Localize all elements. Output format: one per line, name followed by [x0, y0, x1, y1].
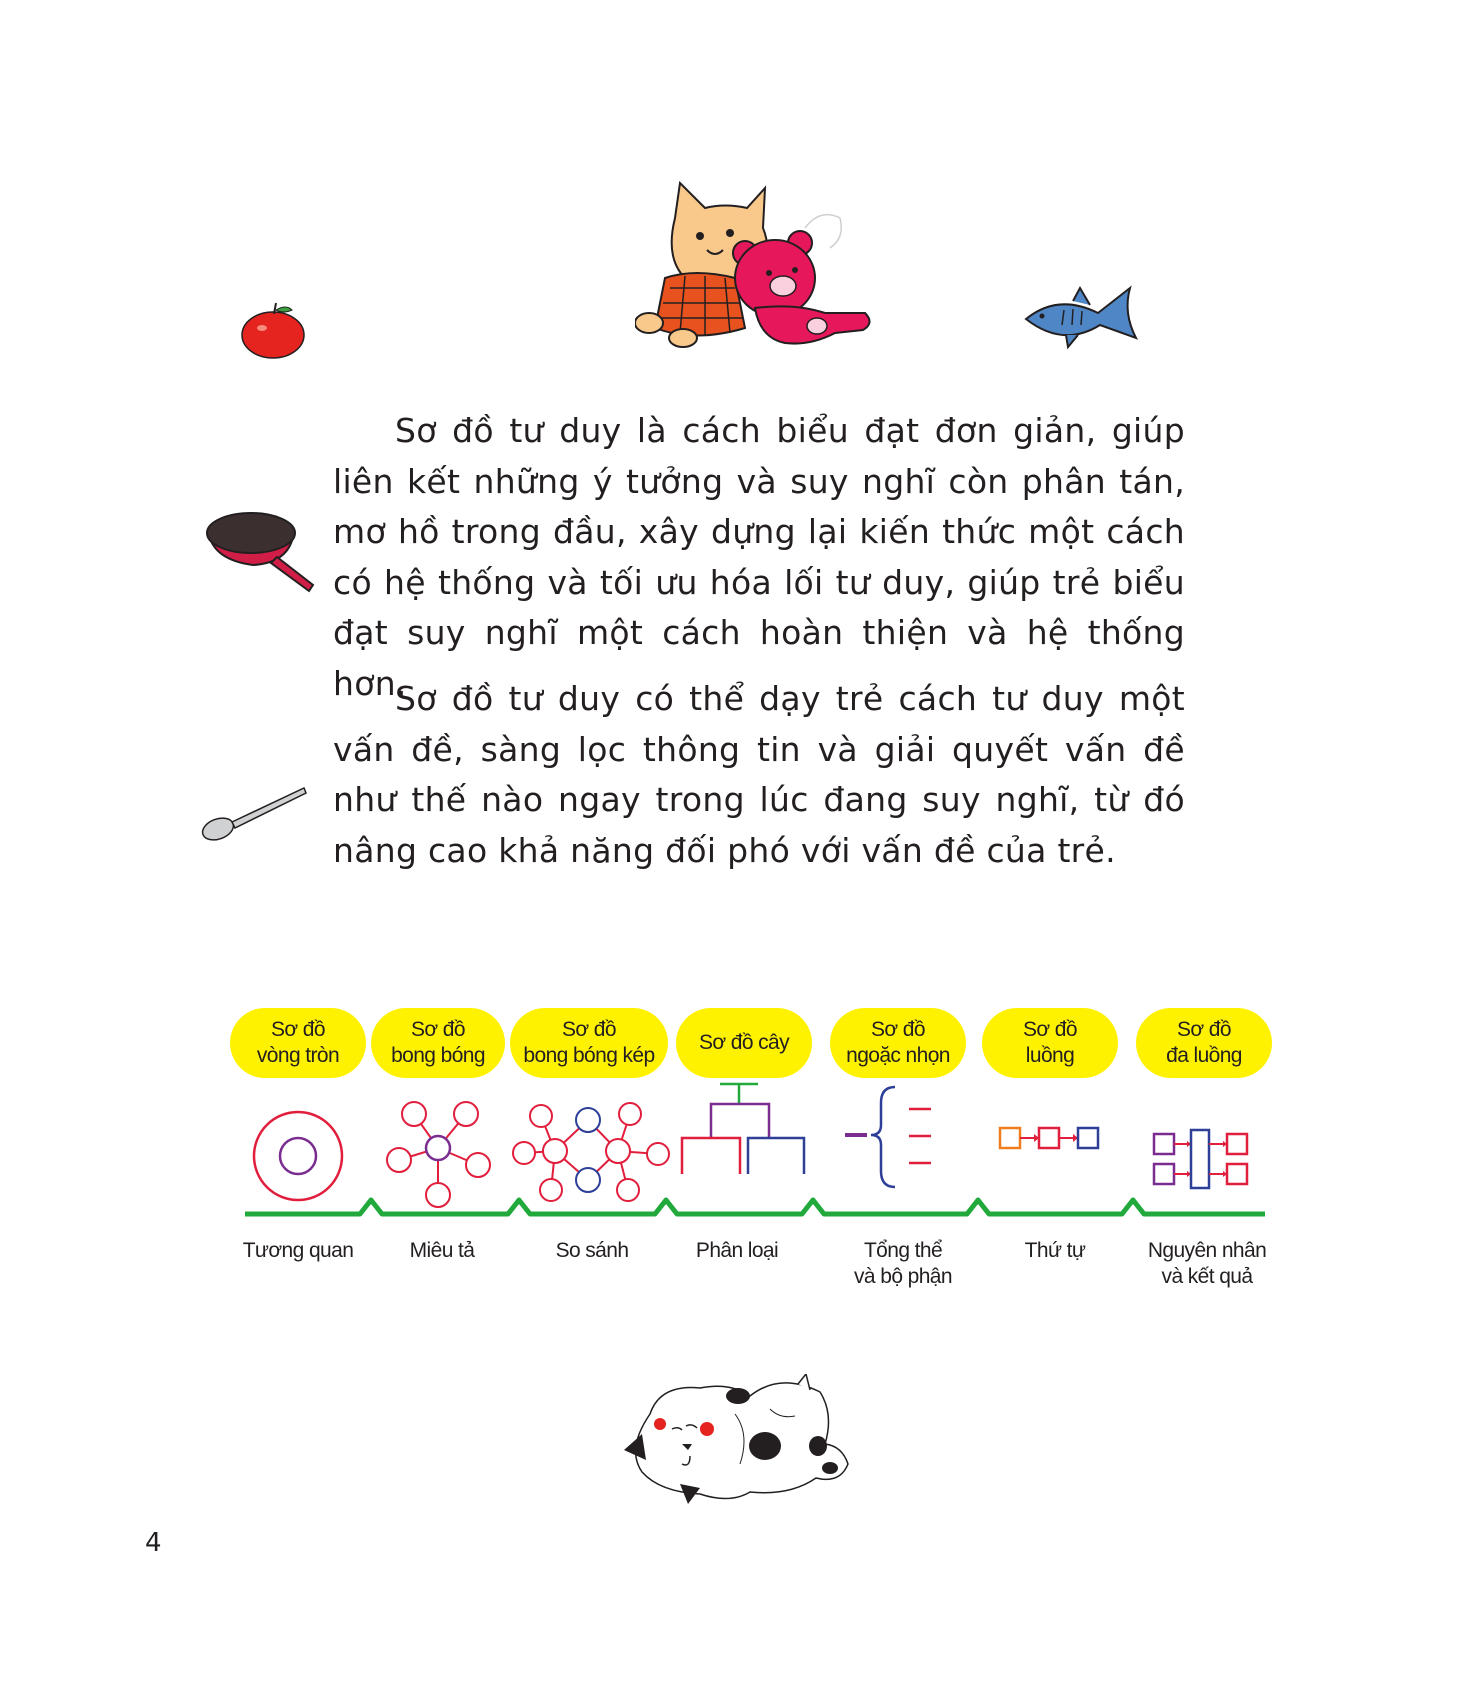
frying-pan-illustration [205, 505, 320, 595]
timeline-line [245, 1194, 1270, 1218]
category-label-line: Thứ tự [1024, 1239, 1086, 1262]
category-label-line: Nguyên nhân [1147, 1239, 1267, 1262]
map-type-pill [830, 1008, 966, 1078]
map-type-name-line: Sơ đồ [1177, 1018, 1231, 1041]
map-type-pill [510, 1008, 668, 1078]
map-type-name-line: bong bóng kép [523, 1044, 655, 1067]
category-label [823, 1238, 983, 1290]
page-number: 4 [145, 1528, 162, 1558]
category-label [657, 1238, 817, 1264]
category-label [218, 1238, 378, 1264]
map-type-name-line: bong bóng [391, 1044, 485, 1067]
apple-illustration [238, 300, 308, 360]
sleeping-cat-illustration [620, 1374, 855, 1509]
multi-flow-map-icon [1152, 1128, 1252, 1190]
map-type-pill [676, 1008, 812, 1078]
category-label-line: Miêu tả [409, 1239, 475, 1262]
map-type-name-line: đa luồng [1166, 1044, 1242, 1067]
intro-paragraph: Sơ đồ tư duy là cách biểu đạt đơn giản, giúp liên kết những ý tưởng và suy nghĩ còn phân tán, mơ hồ trong đầu, xây dựng lại kiến thức một cách có hệ thống và tối ưu hóa lối tư duy, giúp trẻ biểu đạt suy nghĩ một cách hoàn thiện và hệ thống hơn. [333, 411, 1185, 703]
map-type-pill [230, 1008, 366, 1078]
category-label [512, 1238, 672, 1264]
circle-map-icon [250, 1108, 346, 1204]
fish-illustration [1018, 283, 1148, 355]
category-label-line: So sánh [555, 1239, 629, 1262]
category-label-line: và kết quả [1161, 1265, 1253, 1288]
map-type-name-line: Sơ đồ [271, 1018, 325, 1041]
category-label-line: Phân loại [695, 1239, 779, 1262]
spoon-illustration [200, 784, 310, 844]
map-type-name-line: Sơ đồ [411, 1018, 465, 1041]
map-type-name-line: ngoặc nhọn [846, 1044, 950, 1067]
category-label-line: Tổng thể [863, 1239, 943, 1262]
brace-map-icon [845, 1083, 935, 1193]
tree-map-icon [678, 1080, 808, 1180]
map-type-pill [1136, 1008, 1272, 1078]
category-label-line: Tương quan [242, 1239, 354, 1262]
map-type-name-line: vòng tròn [256, 1044, 340, 1067]
map-type-name-line: Sơ đồ [562, 1018, 616, 1041]
category-label-line: và bộ phận [854, 1265, 952, 1288]
double-bubble-map-icon [510, 1098, 675, 1208]
benefit-paragraph: Sơ đồ tư duy có thể dạy trẻ cách tư duy một vấn đề, sàng lọc thông tin và giải quyết vấn đề như thế nào ngay trong lúc đang suy nghĩ, từ đó nâng cao khả năng đối phó với vấn đề của trẻ. [333, 679, 1185, 870]
map-type-pill [371, 1008, 505, 1078]
category-label [1127, 1238, 1287, 1290]
map-type-pill [982, 1008, 1118, 1078]
flow-map-icon [998, 1124, 1103, 1154]
cat-and-bear-illustration [635, 178, 875, 353]
category-label [975, 1238, 1135, 1264]
map-type-name-line: Sơ đồ [1023, 1018, 1077, 1041]
category-label [362, 1238, 522, 1264]
map-type-name-line: luồng [1025, 1044, 1075, 1067]
map-type-name-line: Sơ đồ [871, 1018, 925, 1041]
map-type-name-line: Sơ đồ cây [698, 1031, 790, 1054]
